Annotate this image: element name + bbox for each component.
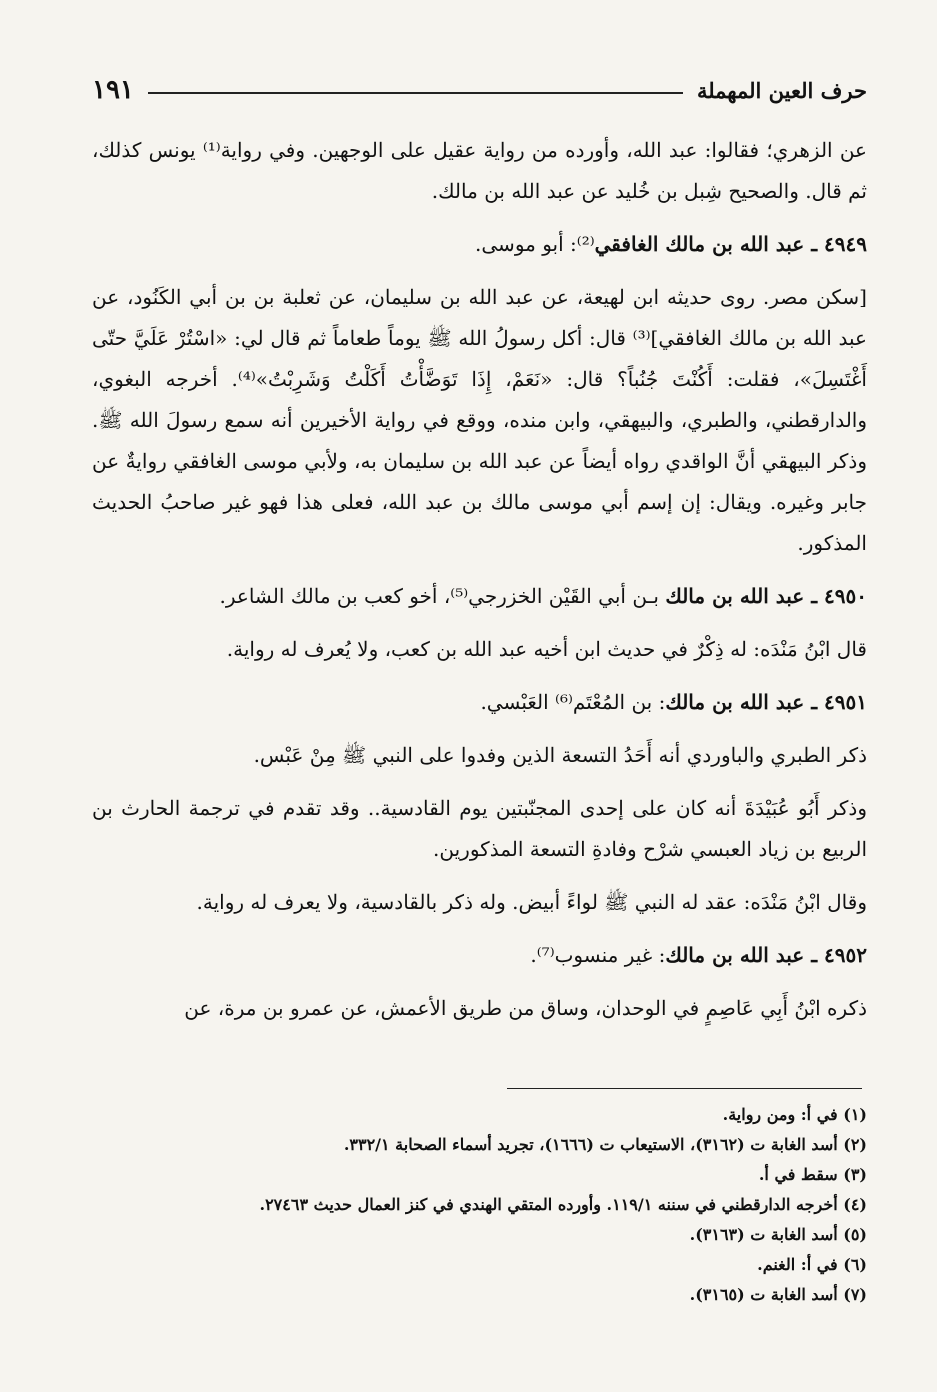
paragraph: وذكر أَبُو عُبَيْدَةَ أنه كان على إحدى المجنّبتين يوم القادسية.. وقد تقدم في ترجمة الحارث بن الربيع بن زياد العبسي شرْح وفادةِ التسعة المذكورين. [92,796,867,861]
entry-heading: ٤٩٤٩ ـ عبد الله بن مالك الغافقي [594,232,867,256]
entry-4951: ٤٩٥١ ـ عبد الله بن مالك: بن المُعْتَم⁽⁶⁾ العَبْسي. [480,690,867,714]
page-number: ١٩١ [92,75,134,105]
footnote-3: (٣) سقط في أ. [758,1165,867,1184]
paragraph: قال ابْنُ مَنْدَه: له ذِكْرٌ في حديث ابن أخيه عبد الله بن كعب، ولا يُعرف له رواية. [226,637,867,661]
paragraph: [سكن مصر. روى حديثه ابن لهيعة، عن عبد الله بن سليمان، عن ثعلبة بن بن أبي الكَنُود، عن عبد الله بن مالك الغافقي]⁽³⁾ قال: أكل رسولُ الله ﷺ يوماً طعاماً ثم قال لي: «اسْتُرْ عَلَيَّ حتّى أَغْتَسِلَ»، فقلت: أَكُنْتَ جُنُباً؟ قال: «نَعَمْ، إِذَا تَوَضَّأْتُ أَكَلْتُ وَشَرِبْتُ»⁽⁴⁾. أخرجه البغوي، والدارقطني، والطبري، والبيهقي، وابن منده، ووقع في رواية الأخيرين أنه سمع رسولَ الله ﷺ. وذكر البيهقي أنَّ الواقدي رواه أيضاً عن عبد الله بن سليمان به، ولأبي موسى الغافقي روايةٌ عن جابر وغيره. ويقال: إن إسم أبي موسى مالك بن عبد الله، فعلى هذا فهو غير صاحبُ الحديث المذكور. [92,285,867,555]
entry-heading: ٤٩٥٠ ـ عبد الله بن مالك [665,584,867,608]
footnote-6: (٦) في أ: الغنم. [757,1255,867,1274]
entry-heading: ٤٩٥٢ ـ عبد الله بن مالك [665,943,867,967]
footnotes [120,1100,867,1310]
footnote-7: (٧) أسد الغابة ت (٣١٦٥). [689,1285,867,1304]
entry-4949: ٤٩٤٩ ـ عبد الله بن مالك الغافقي⁽²⁾: أبو موسى. [475,232,867,256]
footnote-2: (٢) أسد الغابة ت (٣١٦٢)، الاستيعاب ت (١٦٦٦)، تجريد أسماء الصحابة ٣٣٢/١. [343,1135,867,1154]
entry-heading: ٤٩٥١ ـ عبد الله بن مالك [665,690,867,714]
footnote-5: (٥) أسد الغابة ت (٣١٦٣). [689,1225,867,1244]
footnote-divider [507,1088,862,1089]
page-header [92,70,867,110]
chapter-title: حرف العين المهملة [696,77,867,103]
header-rule [148,92,683,94]
paragraph: وقال ابْنُ مَنْدَه: عقد له النبي ﷺ لواءً أبيض. وله ذكر بالقادسية، ولا يعرف له رواية. [196,890,867,914]
entry-4952: ٤٩٥٢ ـ عبد الله بن مالك: غير منسوب⁽⁷⁾. [530,943,867,967]
paragraph: ذكر الطبري والباوردي أنه أَحَدُ التسعة الذين وفدوا على النبي ﷺ مِنْ عَبْس. [253,743,867,767]
footnote-1: (١) في أ: ومن رواية. [722,1105,867,1124]
paragraph: ذكره ابْنُ أَبِي عَاصِمٍ في الوحدان، وساق من طريق الأعمش، عن عمرو بن مرة، عن [184,996,867,1020]
footnote-4: (٤) أخرجه الدارقطني في سننه ١١٩/١. وأورده المتقي الهندي في كنز العمال حديث ٢٧٤٦٣. [259,1195,867,1214]
main-text [92,130,867,1041]
entry-4950: ٤٩٥٠ ـ عبد الله بن مالك بـن أبي القَيْن الخزرجي⁽⁵⁾، أخو كعب بن مالك الشاعر. [219,584,867,608]
paragraph: عن الزهري؛ فقالوا: عبد الله، وأورده من رواية عقيل على الوجهين. وفي رواية⁽¹⁾ يونس كذلك، ثم قال. والصحيح شِبل بن خُليد عن عبد الله بن مالك. [92,138,867,203]
